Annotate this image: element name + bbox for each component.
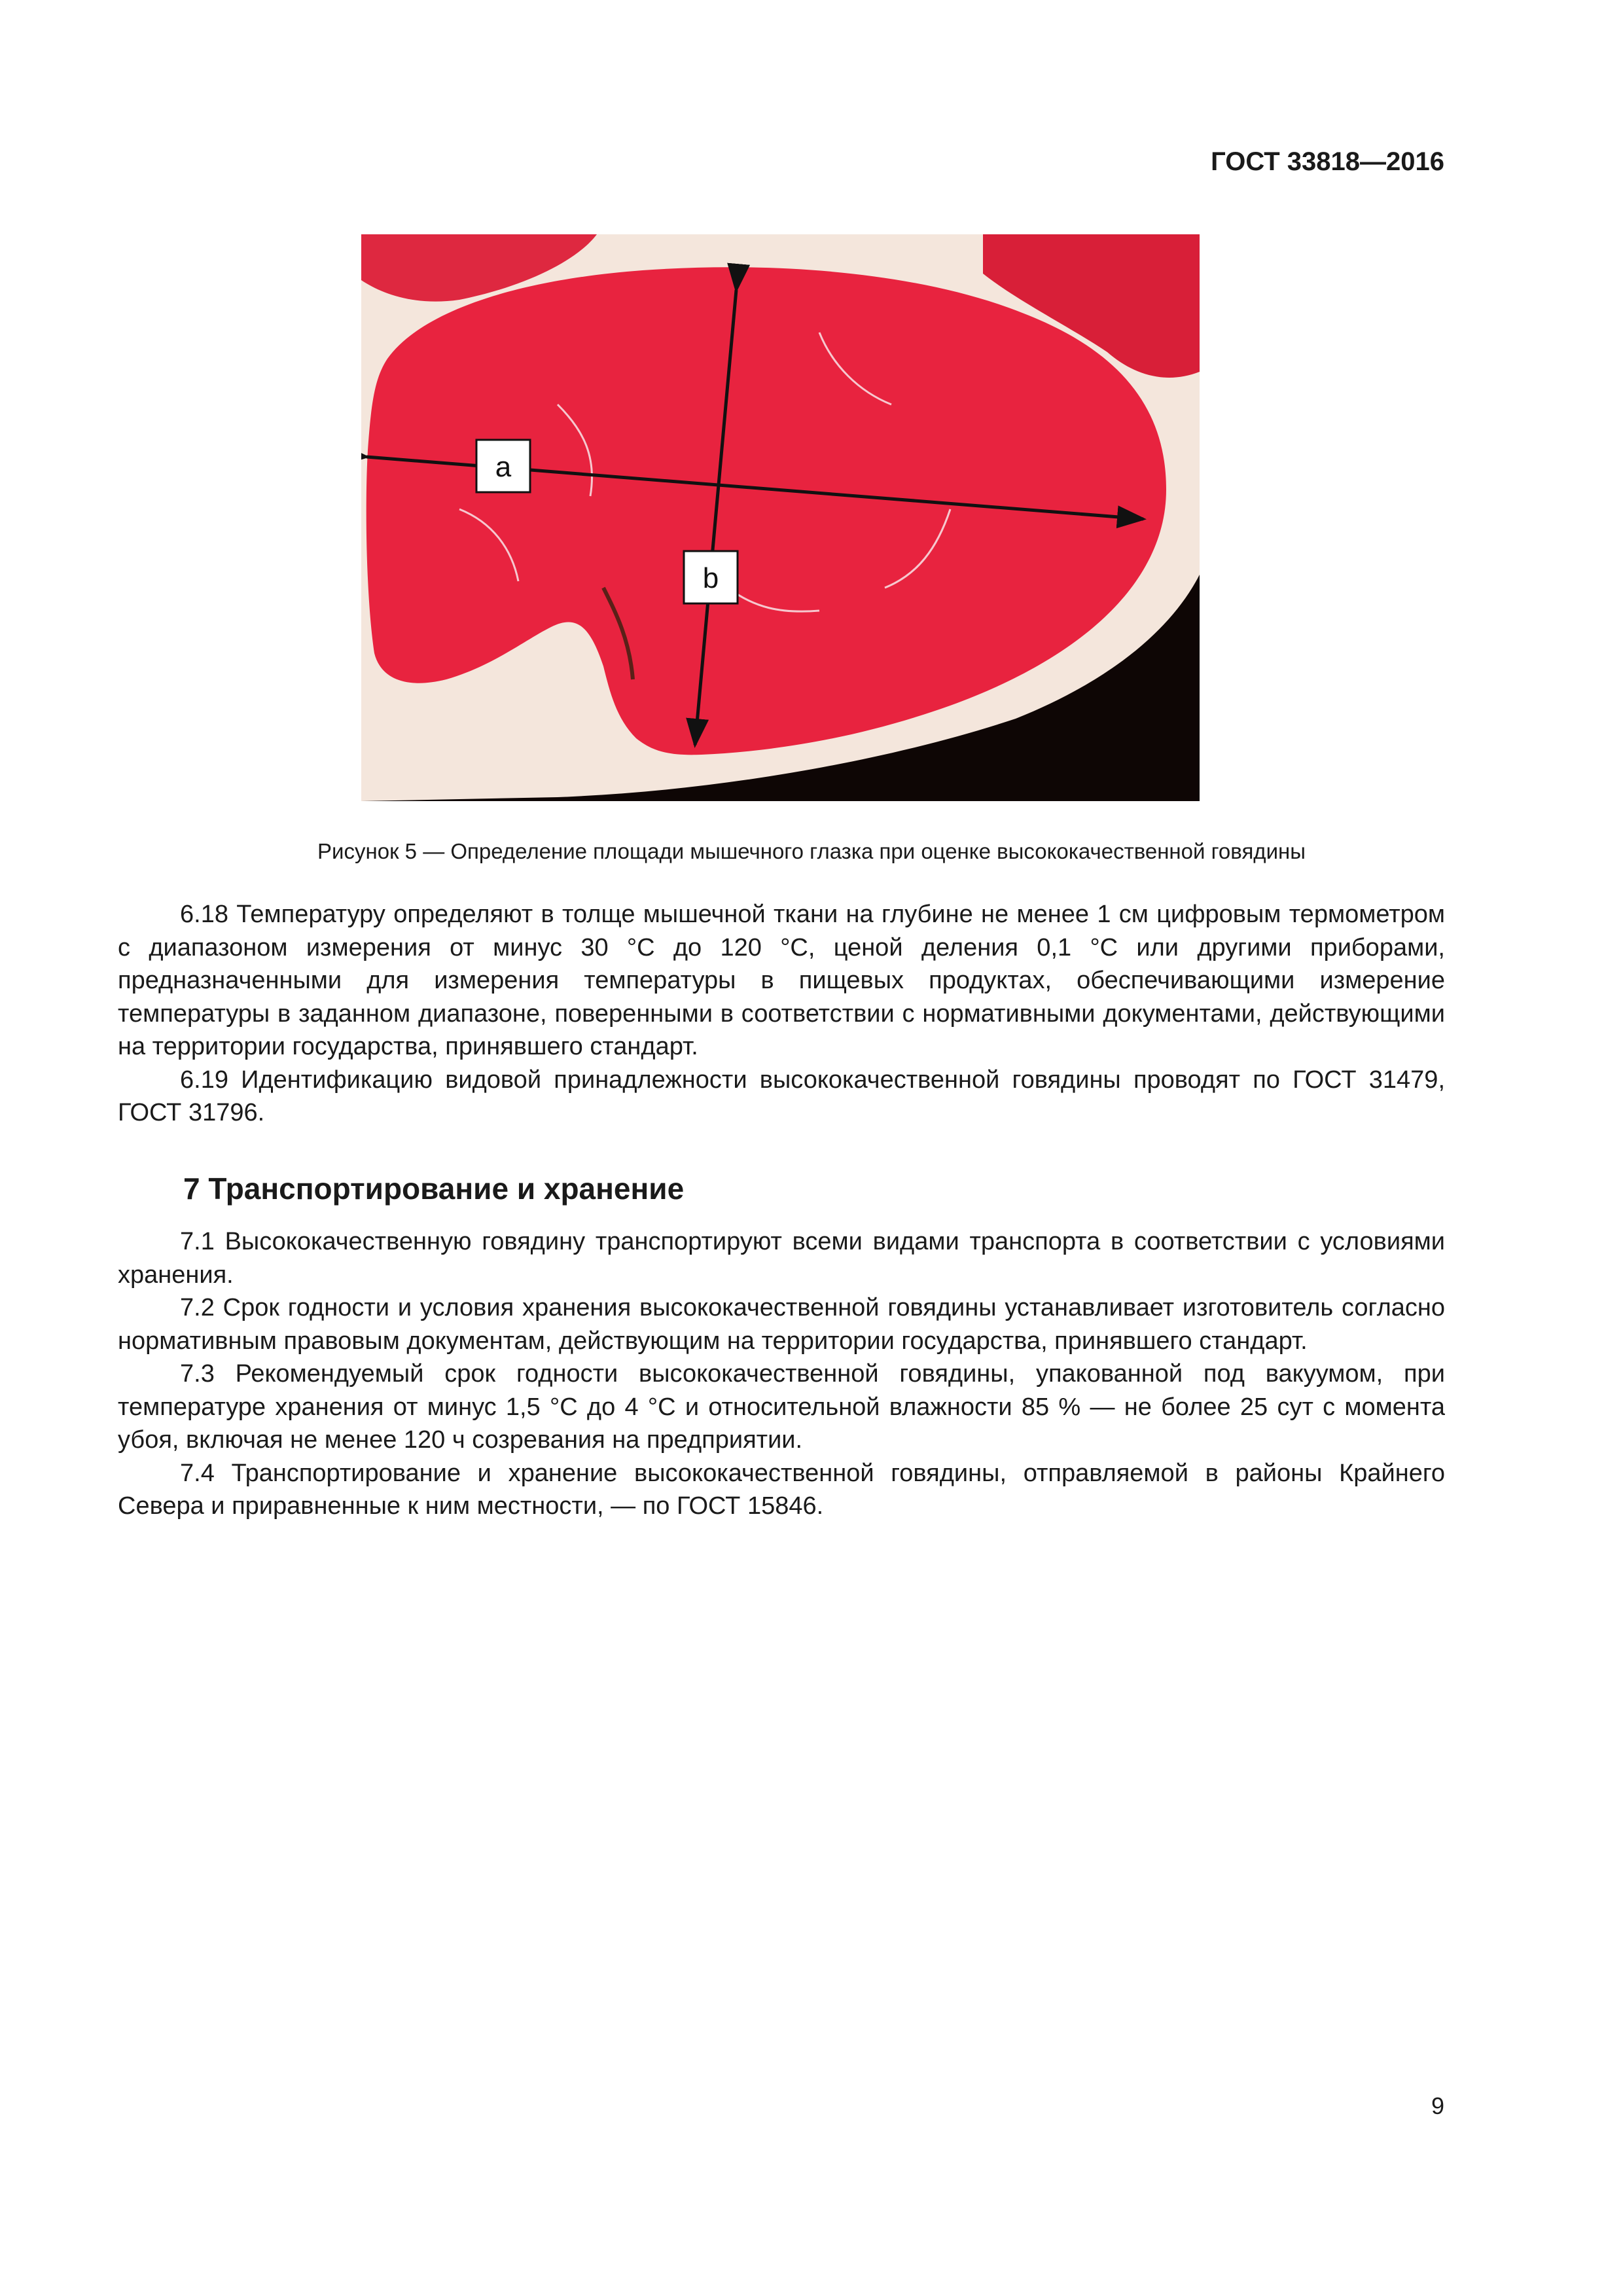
label-b: b <box>702 562 719 594</box>
label-a: a <box>495 451 512 483</box>
section-7-title: 7 Транспортирование и хранение <box>183 1172 685 1206</box>
figure-caption: Рисунок 5 — Определение площади мышечного глазка при оценке высококачественной говядины <box>317 839 1306 863</box>
paragraph-6-18: 6.18 Температуру определяют в толще мышечной ткани на глубине не менее 1 см цифровым термометром с диапазоном измерения от минус 30 °С до 120 °С, ценой деления 0,1 °С или другими приборами, предназначенными для измерения температуры в пищевых продуктах, обеспечивающими измерение температуры в заданном диапазоне, поверенными в соответствии с нормативными документами, действующими на территории государства, принявшего стандарт. <box>118 901 1445 1060</box>
paragraph-7-1: 7.1 Высококачественную говядину транспортируют всеми видами транспорта в соответствии с условиями хранения. <box>118 1228 1445 1289</box>
paragraph-7-2: 7.2 Срок годности и условия хранения высококачественной говядины устанавливает изготовитель согласно нормативным правовым документам, действующим на территории государства, принявшего стандарт. <box>118 1294 1445 1355</box>
section-7-text <box>118 1225 1445 1523</box>
paragraph-7-3: 7.3 Рекомендуемый срок годности высококачественной говядины, упакованной под вакуумом, при температуре хранения от минус 1,5 °С до 4 °С и относительной влажности 85 % — не более 25 сут с момента убоя, включая не менее 120 ч созревания на предприятии. <box>118 1360 1445 1454</box>
paragraph-7-4: 7.4 Транспортирование и хранение высококачественной говядины, отправляемой в районы Крайнего Севера и приравненные к ним местности, — по ГОСТ 15846. <box>118 1459 1445 1520</box>
paragraph-6-19: 6.19 Идентификацию видовой принадлежности высококачественной говядины проводят по ГОСТ 31479, ГОСТ 31796. <box>118 1066 1445 1126</box>
page-number: 9 <box>1431 2092 1444 2119</box>
beef-ribeye-figure <box>361 234 1200 801</box>
document-id-header: ГОСТ 33818—2016 <box>1211 147 1444 176</box>
section-6-text <box>118 898 1445 1130</box>
beef-ribeye-image <box>361 234 1200 801</box>
